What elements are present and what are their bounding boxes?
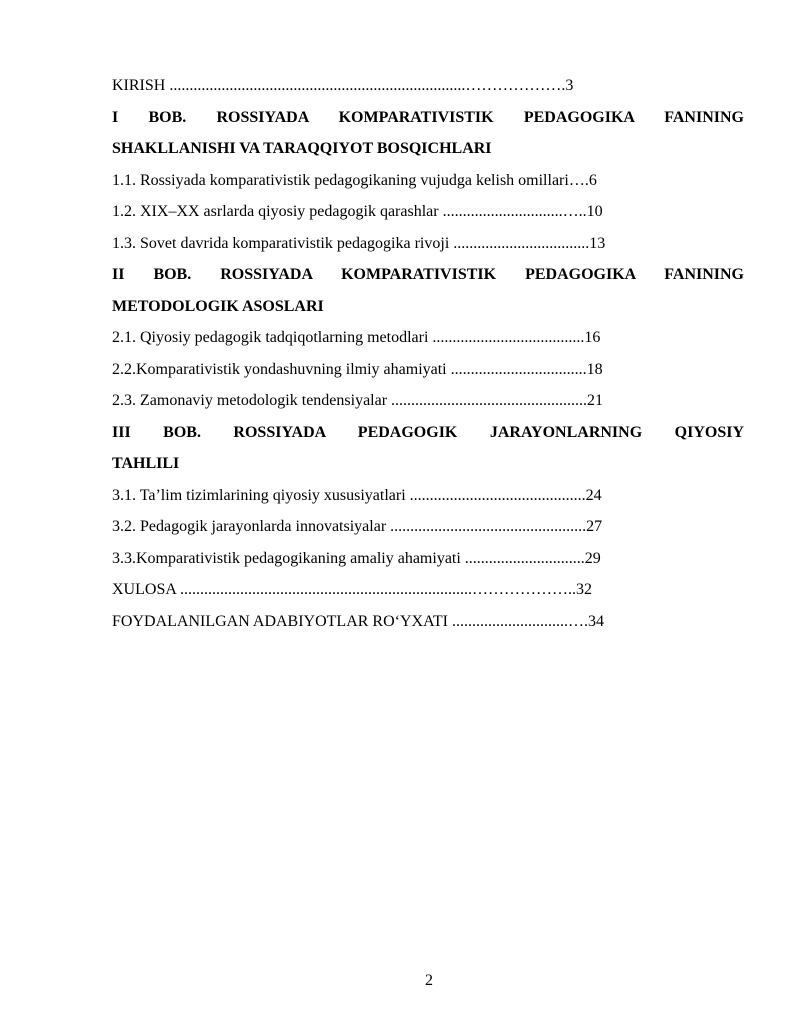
toc-chapter-3-title: III BOB. ROSSIYADA PEDAGOGIK JARAYONLARNING QIYOSIY [112,423,744,441]
toc-entry-1-1: 1.1. Rossiyada komparativistik pedagogikaning vujudga kelish omillari….6 [112,171,597,189]
toc-entry-1-2: 1.2. XIX–XX asrlarda qiyosiy pedagogik qarashlar ..............................…..10 [112,203,603,220]
toc-entry-xulosa: XULOSA .........................................................................………………..32 [112,581,593,598]
toc-entry-2-1: 2.1. Qiyosiy pedagogik tadqiqotlarning metodlari ......................................16 [112,329,601,346]
toc-entry-2-2: 2.2.Komparativistik yondashuvning ilmiy ahamiyati ..................................18 [112,360,603,378]
toc-chapter-1-title-cont: SHAKLLANISHI VA TARAQQIYOT BOSQICHLARI [112,140,492,157]
toc-chapter-2-title-cont: METODOLOGIK ASOSLARI [112,297,324,315]
toc-entry-1-3: 1.3. Sovet davrida komparativistik pedagogika rivoji ..................................13 [112,234,606,252]
table-of-contents [112,70,744,637]
toc-entry-adabiyotlar: FOYDALANILGAN ADABIYOTLAR RO‘YXATI .............................….34 [112,612,604,630]
toc-chapter-2-title: II BOB. ROSSIYADA KOMPARATIVISTIK PEDAGOGIKA FANINING [112,266,744,283]
toc-entry-3-3: 3.3.Komparativistik pedagogikaning amaliy ahamiyati ..............................29 [112,549,601,567]
page-number: 2 [425,972,433,989]
toc-chapter-3-title-cont: TAHLILI [112,455,180,472]
toc-entry-3-1: 3.1. Ta’lim tizimlarining qiyosiy xususiyatlari ............................................24 [112,486,602,504]
toc-entry-kirish: KIRISH ..........................................................................……………….3 [112,77,574,94]
toc-entry-3-2: 3.2. Pedagogik jarayonlarda innovatsiyalar .................................................27 [112,518,603,535]
toc-chapter-1-title: I BOB. ROSSIYADA KOMPARATIVISTIK PEDAGOGIKA FANINING [112,108,744,126]
toc-entry-2-3: 2.3. Zamonaviy metodologik tendensiyalar .................................................21 [112,392,604,409]
